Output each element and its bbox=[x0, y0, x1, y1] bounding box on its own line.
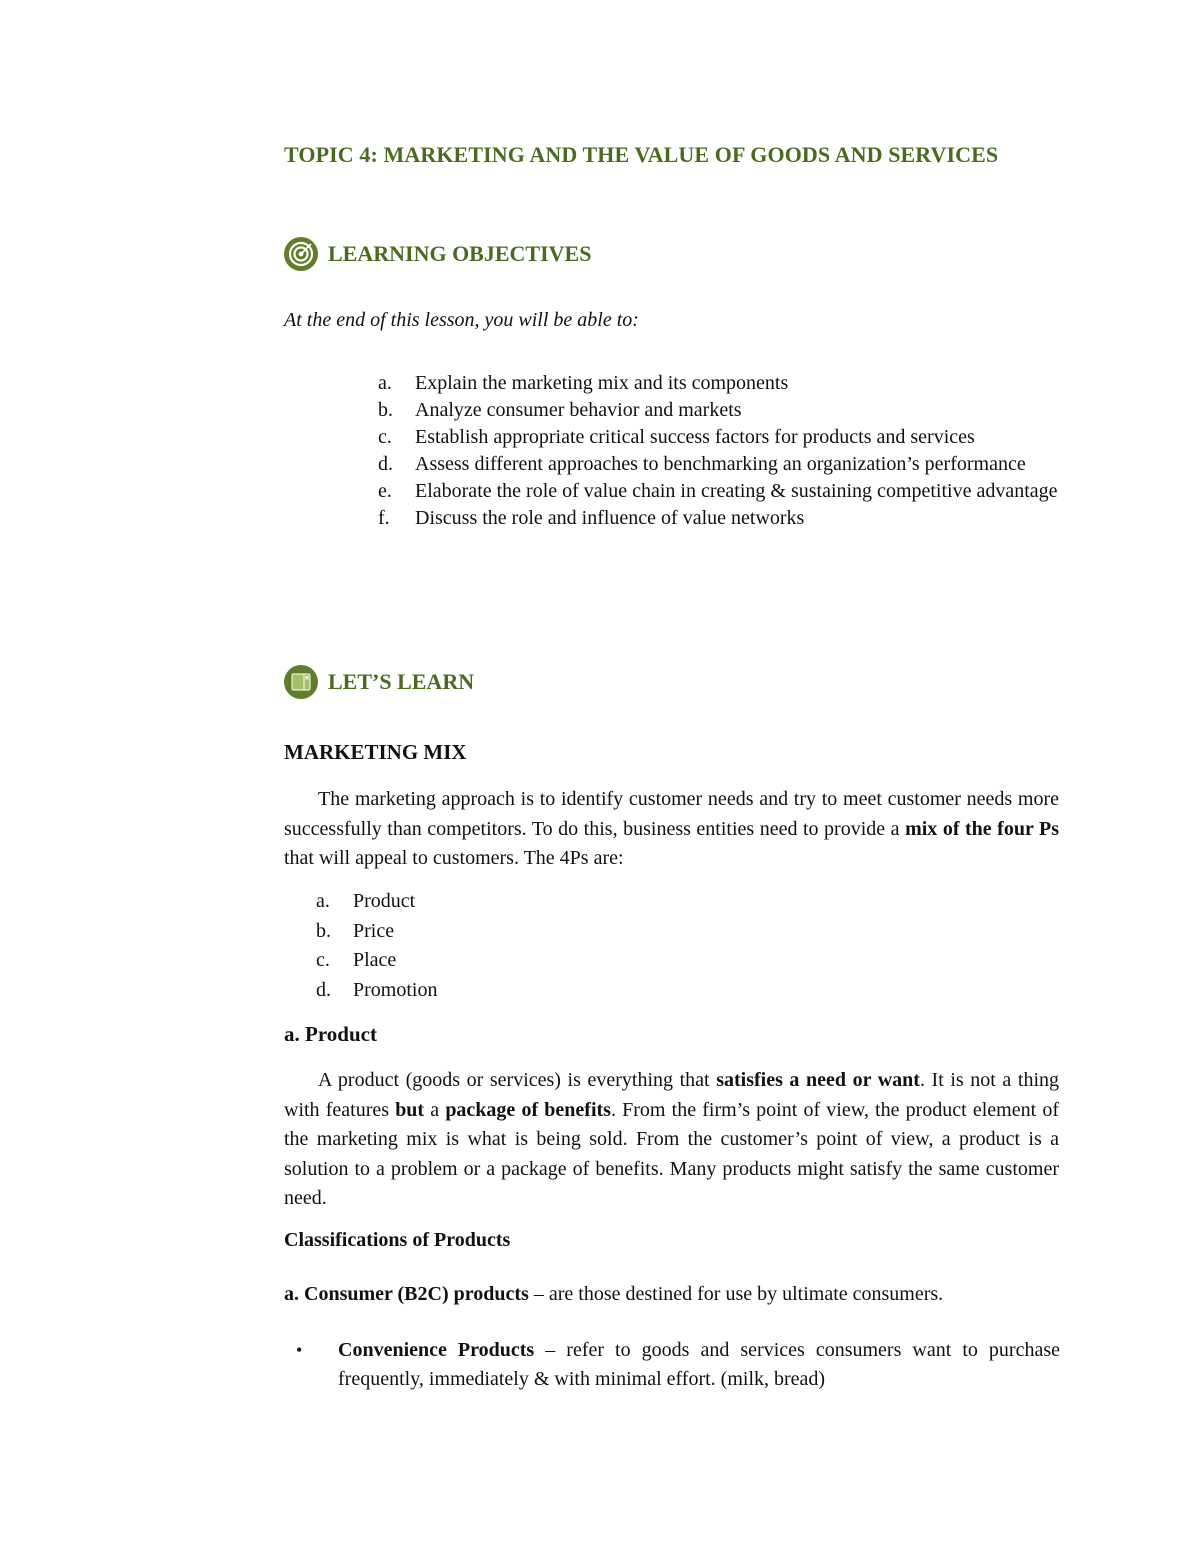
list-item-text: Promotion bbox=[353, 978, 438, 1001]
list-marker: c. bbox=[378, 426, 392, 448]
product-paragraph bbox=[284, 1066, 1059, 1214]
bold-run: Convenience Products bbox=[338, 1339, 535, 1361]
list-item bbox=[378, 424, 1060, 451]
text-run: that will appeal to customers. The 4Ps are: bbox=[284, 847, 624, 869]
text-run: A product (goods or services) is everything that bbox=[318, 1069, 717, 1091]
bold-run: mix of the four Ps bbox=[905, 817, 1060, 840]
list-item bbox=[316, 917, 437, 947]
list-item-text: Assess different approaches to benchmarking an organization’s performance bbox=[415, 453, 1026, 475]
list-item bbox=[378, 451, 1060, 478]
list-item bbox=[378, 370, 1060, 397]
bold-run: a. Consumer (B2C) products bbox=[284, 1283, 529, 1305]
list-item-text: Explain the marketing mix and its components bbox=[415, 372, 789, 394]
learning-objectives-heading bbox=[284, 237, 591, 271]
page-title: TOPIC 4: MARKETING AND THE VALUE OF GOODS AND SERVICES bbox=[284, 142, 999, 167]
list-item-text: Establish appropriate critical success factors for products and services bbox=[415, 426, 975, 448]
list-item-text: Discuss the role and influence of value networks bbox=[415, 507, 805, 529]
list-marker: e. bbox=[378, 480, 392, 502]
classifications-heading: Classifications of Products bbox=[284, 1229, 511, 1251]
list-marker: c. bbox=[316, 949, 330, 971]
lets-learn-label: LET’S LEARN bbox=[328, 669, 475, 694]
list-item bbox=[378, 505, 1060, 532]
list-item bbox=[316, 946, 437, 976]
list-item-text: Elaborate the role of value chain in creating & sustaining competitive advantage bbox=[415, 480, 1058, 502]
list-item-text: Analyze consumer behavior and markets bbox=[415, 399, 742, 421]
list-item bbox=[378, 397, 1060, 424]
learning-objectives-label: LEARNING OBJECTIVES bbox=[328, 241, 592, 266]
bullet-text bbox=[338, 1336, 1060, 1394]
text-run: a bbox=[424, 1098, 446, 1121]
bold-run: package of benefits bbox=[445, 1098, 611, 1121]
list-item-text: Product bbox=[353, 890, 416, 912]
text-run: – refer to goods and services consumers want to purchase frequently, immediately & with minimal effort. (milk, bread) bbox=[338, 1339, 1060, 1390]
convenience-products-bullet bbox=[296, 1336, 1060, 1394]
objectives-intro: At the end of this lesson, you will be able to: bbox=[284, 309, 639, 331]
list-marker: d. bbox=[316, 978, 331, 1001]
four-ps-list bbox=[316, 887, 437, 1005]
list-marker: b. bbox=[316, 919, 331, 942]
list-marker: a. bbox=[378, 372, 392, 394]
list-item bbox=[316, 887, 437, 917]
bullet-marker: • bbox=[296, 1340, 303, 1360]
target-icon bbox=[284, 237, 318, 271]
list-marker: d. bbox=[378, 453, 393, 475]
marketing-mix-paragraph bbox=[284, 785, 1059, 874]
consumer-products-line bbox=[284, 1283, 943, 1306]
lets-learn-heading bbox=[284, 665, 474, 699]
list-item bbox=[378, 478, 1060, 505]
product-heading: a. Product bbox=[284, 1022, 377, 1046]
bold-run: satisfies a need or want bbox=[716, 1069, 920, 1091]
text-run: – are those destined for use by ultimate consumers. bbox=[528, 1283, 944, 1305]
bold-run: but bbox=[395, 1098, 425, 1121]
list-marker: f. bbox=[378, 507, 390, 529]
text-run: . It is not a thing with features bbox=[284, 1069, 1060, 1121]
text-run: . From the firm’s point of view, the product element of the marketing mix is what is being sold. From the customer’s point of view, a product is a solution to a problem or a package of benefits. Many products might satisfy the same customer need. bbox=[284, 1098, 1059, 1209]
list-marker: a. bbox=[316, 890, 330, 912]
text-run: The marketing approach is to identify customer needs and try to meet customer needs more successfully than competitors. To do this, business entities need to provide a bbox=[284, 788, 1059, 840]
list-item-text: Price bbox=[353, 919, 395, 942]
list-item-text: Place bbox=[353, 949, 397, 971]
objectives-list bbox=[378, 370, 1060, 532]
list-item bbox=[316, 976, 437, 1006]
book-icon bbox=[284, 665, 318, 699]
marketing-mix-heading: MARKETING MIX bbox=[284, 740, 467, 764]
list-marker: b. bbox=[378, 399, 393, 421]
